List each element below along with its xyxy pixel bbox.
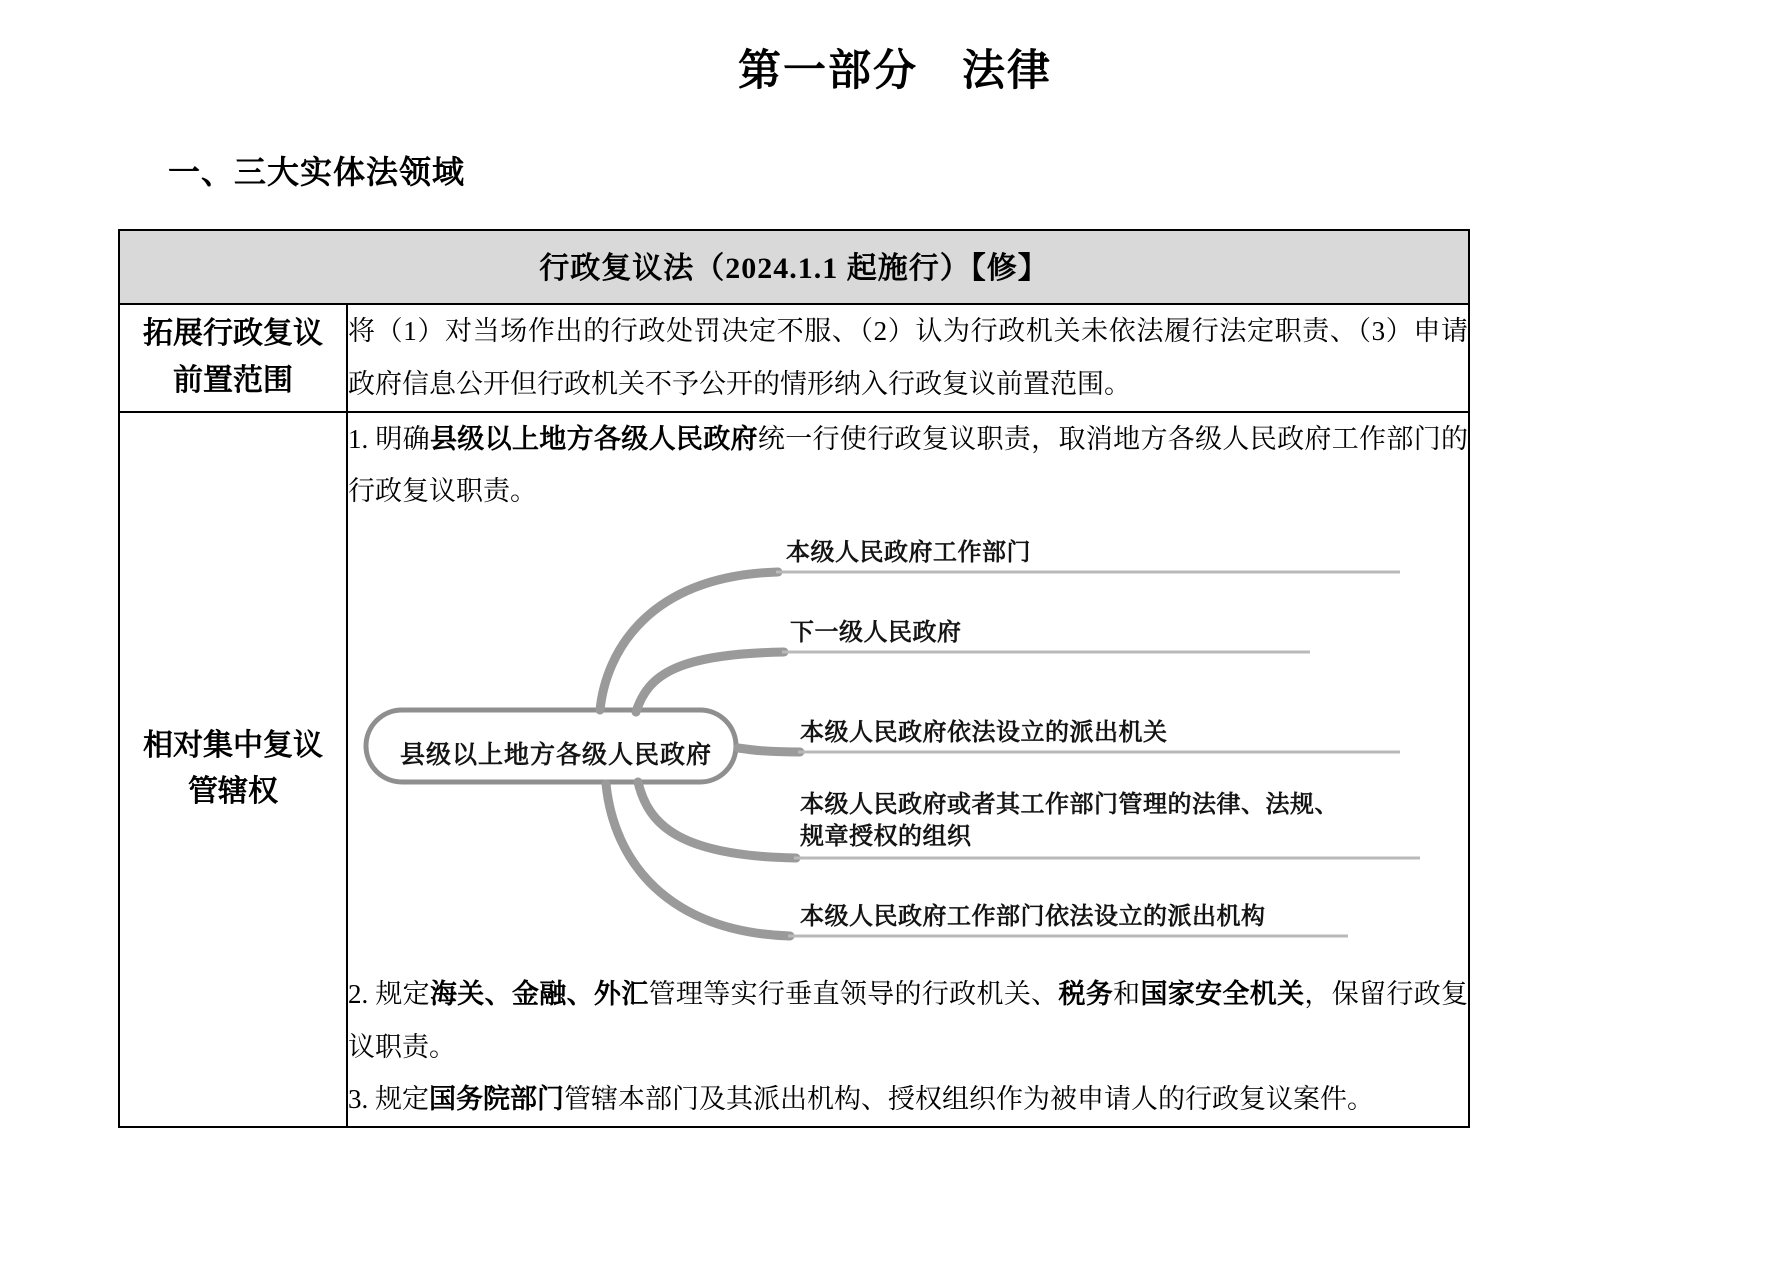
row-label-scope-expansion [119,304,347,411]
item-1-suffix: 统一行使行政复议职责，取消地方各级人民政府工作部门的行政复议职责。 [348,423,1469,507]
row-label-jurisdiction [119,412,347,1127]
paragraph-item-3 [348,1073,1468,1126]
item-2-prefix: 2. 规定 [348,978,430,1009]
mindmap-branch-label-4-line-1: 本级人民政府或者其工作部门管理的法律、法规、 [800,791,1339,818]
mindmap-edge-1 [600,572,778,710]
mindmap-branch-label-4-line-2: 规章授权的组织 [800,823,972,850]
table-row [119,304,1469,411]
row-label-line-1: 拓展行政复议 [143,317,323,351]
row-label-line-1: 相对集中复议 [143,728,323,762]
table-row [119,412,1469,1127]
mindmap-branch-label-3: 本级人民政府依法设立的派出机关 [800,719,1168,746]
jurisdiction-mindmap [348,532,1438,962]
row-body-scope-expansion [347,304,1469,411]
item-2-mid-1: 管理等实行垂直领导的行政机关、 [648,978,1059,1009]
item-2-mid-2: 和 [1113,978,1141,1009]
item-2-suffix: ，保留行政复议职责。 [348,978,1469,1062]
mindmap-edge-4 [638,782,796,858]
item-2-emphasis-2: 税务 [1058,978,1114,1009]
page-title-sub: 法律 [962,48,1052,95]
section-heading: 一、三大实体法领域 [168,154,466,191]
item-3-prefix: 3. 规定 [348,1084,429,1115]
mindmap-branch-label-5: 本级人民政府工作部门依法设立的派出机构 [800,903,1266,930]
row-body-jurisdiction [347,412,1469,1127]
item-3-suffix: 管辖本部门及其派出机构、授权组织作为被申请人的行政复议案件。 [564,1084,1374,1115]
mindmap-branch-label-1: 本级人民政府工作部门 [786,539,1031,566]
item-2-emphasis-1: 海关、金融、外汇 [429,978,649,1009]
paragraph-item-2 [348,968,1468,1073]
mindmap-edge-2 [636,652,784,712]
mindmap-branch-label-2: 下一级人民政府 [790,619,962,646]
mindmap-edge-3 [738,748,800,752]
page-title [0,0,1790,95]
paragraph-scope-expansion: 将（1）对当场作出的行政处罚决定不服、（2）认为行政机关未依法履行法定职责、（3）申请政府信息公开但行政机关不予公开的情形纳入行政复议前置范围。 [348,316,1468,399]
page-title-main: 第一部分 [738,48,918,95]
law-table [118,229,1470,1127]
item-1-prefix: 1. 明确 [348,423,430,454]
table-header-title: 行政复议法（2024.1.1 起施行）【修】 [119,230,1469,304]
paragraph-item-1 [348,413,1468,518]
item-1-emphasis: 县级以上地方各级人民政府 [429,423,758,454]
mindmap-center-label: 县级以上地方各级人民政府 [400,741,713,769]
item-3-emphasis: 国务院部门 [429,1084,564,1115]
row-label-line-2: 前置范围 [173,363,293,397]
row-label-line-2: 管辖权 [188,775,278,809]
item-2-emphasis-3: 国家安全机关 [1140,978,1305,1009]
table-header-row [119,230,1469,304]
